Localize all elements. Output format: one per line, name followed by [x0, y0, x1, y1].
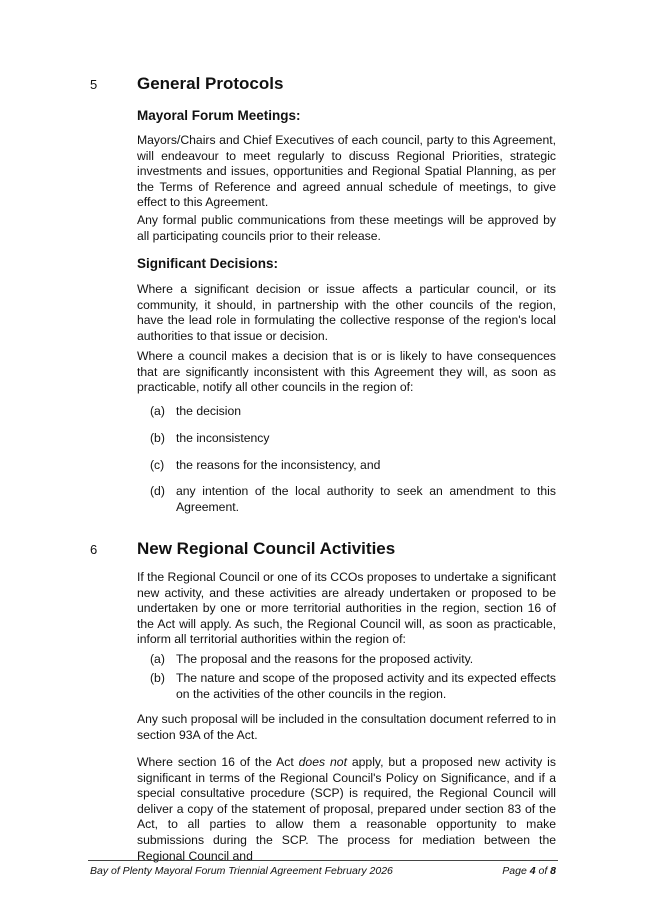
paragraph: Mayors/Chairs and Chief Executives of each council, party to this Agreement, will endeavour to meet regularly to discuss Regional Priorities, strategic investments and issues, opportunities and Regional Spatial Planning, as per the Terms of Reference and agreed annual schedule of meetings, to give effect to this Agreement. [137, 133, 556, 210]
page-of: of [535, 865, 551, 877]
section-title: New Regional Council Activities [137, 539, 396, 558]
list-item-text: The proposal and the reasons for the proposed activity. [176, 652, 474, 666]
paragraph: Where a council makes a decision that is or is likely to have consequences that are significantly inconsistent with this Agreement they will, as soon as practicable, notify all other councils in the region of: [137, 349, 556, 395]
list-item-label: (d) [150, 484, 165, 498]
section-number: 6 [90, 542, 98, 557]
list-item-text: the reasons for the inconsistency, and [176, 458, 381, 472]
emphasis-text: does not [298, 755, 347, 769]
list-item [150, 652, 556, 668]
list-item-label: (a) [150, 652, 165, 666]
page-total: 8 [550, 865, 556, 877]
paragraph: Any formal public communications from these meetings will be approved by all participating councils prior to their release. [137, 213, 556, 243]
list-item-text: the decision [176, 404, 242, 418]
footer-title: Bay of Plenty Mayoral Forum Triennial Agreement February 2026 [90, 865, 393, 877]
list-item [150, 671, 556, 702]
paragraph-text: Where section 16 of the Act [137, 755, 299, 769]
list-item-text: the inconsistency [176, 431, 270, 445]
paragraph: If the Regional Council or one of its CCOs proposes to undertake a significant new activity, and these activities are already undertaken or proposed to be undertaken by one or more territorial authorities in the region, section 16 of the Act will apply. As such, the Regional Council will, as soon as practicable, inform all territorial authorities within the region of: [137, 570, 556, 647]
list-item-label: (b) [150, 431, 165, 445]
subsection-heading: Significant Decisions: [137, 256, 279, 271]
list-item-text: The nature and scope of the proposed activity and its expected effects on the activities of the other councils in the region. [176, 671, 556, 701]
subsection-heading: Mayoral Forum Meetings: [137, 108, 301, 123]
list-item-label: (b) [150, 671, 165, 685]
paragraph [137, 755, 556, 864]
list-item [150, 431, 556, 447]
page-current: 4 [529, 865, 536, 877]
section-number: 5 [90, 77, 98, 92]
list-item-label: (c) [150, 458, 165, 472]
section-title: General Protocols [137, 74, 284, 93]
list-item [150, 458, 556, 474]
footer-divider [88, 860, 558, 861]
list-item-text: any intention of the local authority to seek an amendment to this Agreement. [176, 484, 556, 514]
paragraph: Where a significant decision or issue affects a particular council, or its community, it should, in partnership with the other councils of the region, have the lead role in formulating the collective response of the region's local authorities to that issue or decision. [137, 282, 556, 343]
page-prefix: Page [502, 865, 530, 877]
list-item-label: (a) [150, 404, 165, 418]
list-item [150, 404, 556, 420]
list-item [150, 484, 556, 515]
page-number [502, 865, 556, 877]
paragraph: Any such proposal will be included in the consultation document referred to in section 93A of the Act. [137, 712, 556, 742]
paragraph-text: apply, but a proposed new activity is significant in terms of the Regional Council's Policy on Significance, and if a special consultative procedure (SCP) is required, the Regional Council will deliver a copy of the statement of proposal, prepared under section 83 of the Act, to all parties to allow them a reasonable opportunity to make submissions during the SCP. The process for mediation between the Regional Council and [137, 755, 556, 863]
